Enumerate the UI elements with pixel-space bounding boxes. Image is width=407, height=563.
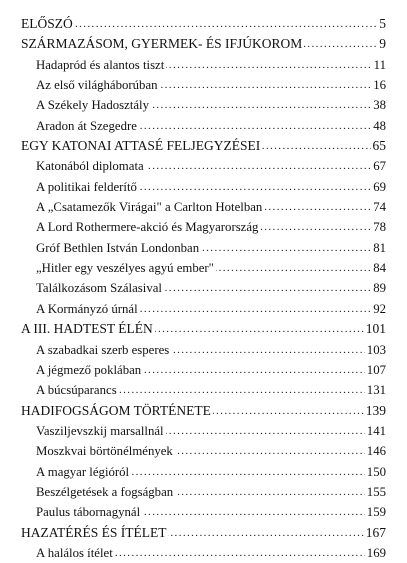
toc-section-title: A szabadkai szerb esperes — [36, 340, 171, 360]
toc-page-number: 139 — [364, 401, 386, 421]
toc-section-title: A politikai felderítő — [36, 177, 139, 197]
toc-section-row — [0, 502, 407, 522]
toc-section-row — [0, 360, 407, 380]
toc-section-row — [0, 299, 407, 319]
toc-section-row — [0, 55, 407, 75]
toc-page-number: 150 — [365, 462, 386, 482]
toc-page-number: 107 — [365, 360, 386, 380]
table-of-contents — [0, 14, 407, 563]
toc-page-number: 74 — [371, 197, 386, 217]
toc-chapter-title: HADIFOGSÁGOM TÖRTÉNETE — [21, 401, 213, 421]
toc-page-number: 69 — [371, 177, 386, 197]
toc-chapter-row — [0, 136, 407, 156]
toc-section-row — [0, 543, 407, 563]
toc-section-row — [0, 421, 407, 441]
toc-section-title: Moszkvai börtönélmények — [36, 441, 175, 461]
toc-section-row — [0, 258, 407, 278]
toc-page-number: 167 — [364, 523, 386, 543]
toc-section-title: Paulus tábornagynál — [36, 502, 142, 522]
toc-section-row — [0, 380, 407, 400]
toc-section-row — [0, 75, 407, 95]
toc-section-title: A jégmező poklában — [36, 360, 143, 380]
toc-page-number: 65 — [371, 136, 387, 156]
toc-section-title: Beszélgetések a fogságban — [36, 482, 175, 502]
toc-page-number: 9 — [377, 34, 386, 54]
toc-section-row — [0, 238, 407, 258]
toc-section-title: Találkozásom Szálasival — [36, 278, 164, 298]
toc-page-number: 141 — [365, 421, 386, 441]
toc-section-title: A „Csatamezők Virágai" a Carlton Hotelban — [36, 197, 264, 217]
toc-page-number: 89 — [371, 278, 386, 298]
toc-page-number: 81 — [371, 238, 386, 258]
toc-section-row — [0, 116, 407, 136]
toc-page-number: 11 — [372, 55, 386, 75]
toc-page-number: 92 — [371, 299, 386, 319]
toc-chapter-title: SZÁRMAZÁSOM, GYERMEK- ÉS IFJÚKOROM — [21, 34, 304, 54]
toc-chapter-row — [0, 401, 407, 421]
toc-page-number: 146 — [365, 441, 386, 461]
toc-section-row — [0, 95, 407, 115]
toc-section-row — [0, 177, 407, 197]
toc-page-number: 38 — [371, 95, 386, 115]
toc-section-title: Az első világháborúban — [36, 75, 160, 95]
toc-section-title: A Kormányzó úrnál — [36, 299, 140, 319]
toc-section-title: Gróf Bethlen István Londonban — [36, 238, 201, 258]
toc-chapter-title: A III. HADTEST ÉLÉN — [21, 319, 155, 339]
toc-section-row — [0, 441, 407, 461]
toc-section-row — [0, 156, 407, 176]
toc-section-row — [0, 340, 407, 360]
toc-section-row — [0, 278, 407, 298]
toc-chapter-row — [0, 523, 407, 543]
toc-page-number: 155 — [365, 482, 386, 502]
toc-page-number: 48 — [371, 116, 386, 136]
toc-page-number: 131 — [365, 380, 386, 400]
toc-section-title: A halálos ítélet — [36, 543, 115, 563]
toc-section-row — [0, 217, 407, 237]
toc-section-title: Hadapród és alantos tiszt — [36, 55, 166, 75]
toc-chapter-title: ELŐSZÓ — [21, 14, 75, 34]
toc-chapter-title: EGY KATONAI ATTASÉ FELJEGYZÉSEI — [21, 136, 262, 156]
toc-page-number: 5 — [377, 14, 386, 34]
toc-section-title: Katonából diplomata — [36, 156, 146, 176]
toc-section-title: A magyar légióról — [36, 462, 131, 482]
toc-section-title: A Lord Rothermere-akció és Magyarország — [36, 217, 260, 237]
toc-page-number: 169 — [365, 543, 386, 563]
toc-section-row — [0, 482, 407, 502]
toc-page-number: 84 — [371, 258, 386, 278]
toc-section-title: Aradon át Szegedre — [36, 116, 139, 136]
toc-page-number: 78 — [371, 217, 386, 237]
toc-page-number: 103 — [365, 340, 386, 360]
toc-section-title: A Székely Hadosztály — [36, 95, 151, 115]
toc-section-title: Vasziljevszkij marsallnál — [36, 421, 166, 441]
toc-page-number: 159 — [365, 502, 386, 522]
toc-page-number: 101 — [364, 319, 386, 339]
toc-chapter-row — [0, 14, 407, 34]
toc-section-row — [0, 462, 407, 482]
toc-chapter-row — [0, 34, 407, 54]
toc-chapter-title: HAZATÉRÉS ÉS ÍTÉLET — [21, 523, 168, 543]
toc-section-row — [0, 197, 407, 217]
toc-section-title: „Hitler egy veszélyes agyú ember" — [36, 258, 216, 278]
toc-page-number: 67 — [371, 156, 386, 176]
toc-page-number: 16 — [371, 75, 386, 95]
toc-chapter-row — [0, 319, 407, 339]
toc-section-title: A búcsúparancs — [36, 380, 119, 400]
